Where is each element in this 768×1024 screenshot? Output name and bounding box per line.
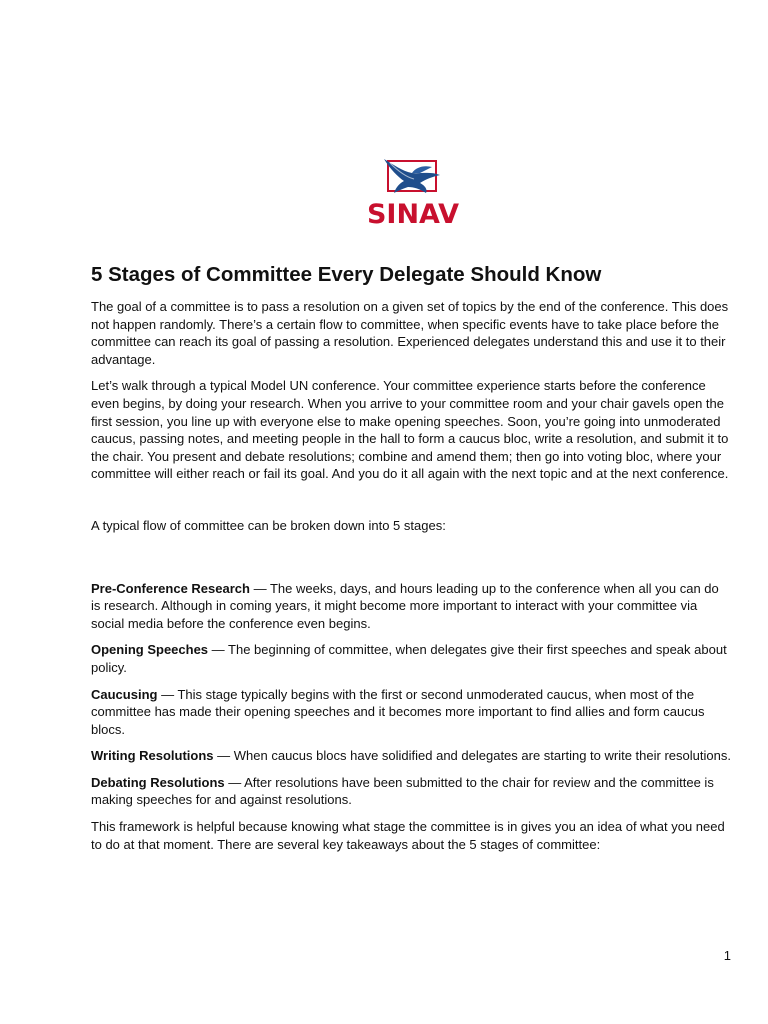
stage-item: [91, 580, 731, 633]
stage-item: [91, 686, 731, 739]
document-title: 5 Stages of Committee Every Delegate Should Know: [91, 263, 602, 286]
logo-wordmark: SINAV: [366, 199, 460, 230]
intro-paragraph-1: The goal of a committee is to pass a resolution on a given set of topics by the end of the conference. This does not happen randomly. There’s a certain flow to committee, when specific events have to take place before the committee can reach its goal of passing a resolution. Experienced delegates understand this and use it to their advantage.: [91, 299, 729, 367]
page-number: 1: [723, 948, 731, 963]
stage-description: — This stage typically begins with the first or second unmoderated caucus, when most of the committee has made their opening speeches and it becomes more important to find allies and form caucus blocs.: [91, 686, 705, 737]
eagle-icon: [354, 137, 472, 245]
stage-term: Pre-Conference Research: [91, 580, 250, 596]
flow-intro-paragraph: A typical flow of committee can be broken down into 5 stages:: [91, 517, 446, 533]
document-body: [91, 262, 731, 862]
stage-description: — After resolutions have been submitted to the chair for review and the committee is making speeches for and against resolutions.: [91, 774, 714, 808]
stage-item: [91, 774, 731, 809]
stage-term: Caucusing: [91, 686, 158, 702]
stage-item: [91, 747, 731, 765]
closing-paragraph: This framework is helpful because knowing what stage the committee is in gives you an idea of what you need to do at that moment. There are several key takeaways about the 5 stages of committee:: [91, 819, 725, 852]
stage-term: Opening Speeches: [91, 642, 209, 658]
sinav-logo: [354, 137, 472, 245]
intro-paragraph-2: Let’s walk through a typical Model UN conference. Your committee experience starts before the conference even begins, by doing your research. When you arrive to your committee room and your chair gavels open the first session, you line up with everyone else to make opening speeches. Soon, you’re going into unmoderated caucus, passing notes, and meeting people in the hall to form a caucus bloc, write a resolution, and submit it to the chair. You present and debate resolutions; combine and amend them; then go into voting bloc, where your committee will either reach or fail its goal. And you do it all again with the next topic and at the next conference.: [91, 378, 729, 482]
stage-term: Debating Resolutions: [91, 774, 225, 790]
stage-description: — When caucus blocs have solidified and delegates are starting to write their resolutions.: [213, 748, 731, 764]
stage-description: — The beginning of committee, when delegates give their first speeches and speak about policy.: [91, 642, 727, 675]
stage-term: Writing Resolutions: [91, 748, 214, 764]
stage-item: [91, 641, 731, 676]
stage-description: — The weeks, days, and hours leading up to the conference when all you can do is research. Although in coming years, it might become more important to interact with your committee via social media before the conference even begins.: [91, 580, 719, 631]
